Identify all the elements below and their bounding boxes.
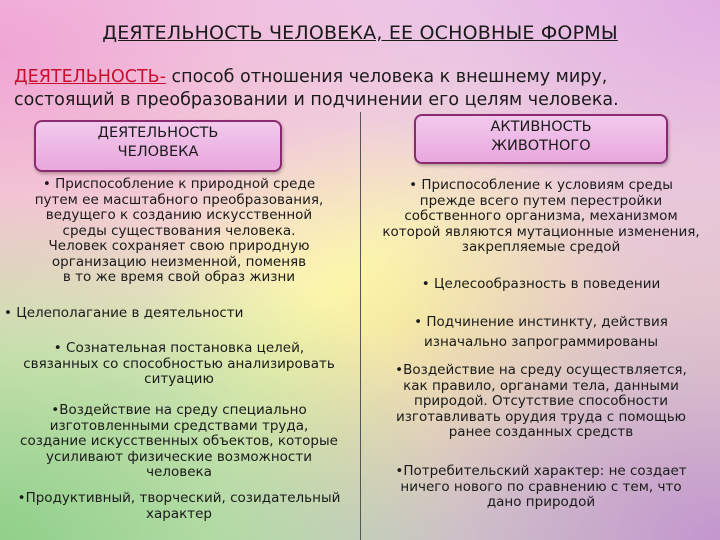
left-item-adaptation	[4, 177, 354, 286]
right-item-line: • Целесообразность в поведении	[421, 276, 661, 292]
left-item-tools	[4, 403, 354, 481]
right-item-line: как правило, органами тела, данными	[403, 377, 679, 394]
left-item-line: человека	[146, 464, 212, 480]
left-item-line: • Сознательная постановка целей,	[53, 340, 305, 356]
definition-line-2: состоящий в преобразовании и подчинении его целям человека.	[14, 90, 619, 110]
right-item-line: изначально запрограммированы	[424, 334, 658, 350]
left-item-conscious-goals	[4, 341, 354, 388]
right-item-line: •Воздействие на среду осуществляется,	[395, 362, 687, 378]
right-item-line: которой являются мутационные изменения,	[382, 223, 700, 240]
header-left-line-2: ЧЕЛОВЕКА	[117, 144, 199, 160]
right-item-line: природой. Отсутствие способности	[414, 393, 668, 409]
left-item-line: в то же время свой образ жизни	[62, 269, 296, 285]
right-item-line: • Приспособление к условиям среды	[409, 177, 673, 193]
right-item-line: изготавливать орудия труда с помощью	[395, 408, 687, 425]
right-item-line: собственного организма, механизмом	[404, 208, 678, 224]
left-item-line: ведущего к созданию искусственной	[45, 207, 313, 223]
left-item-line: путем ее масштабного преобразования,	[34, 191, 324, 208]
left-item-line: усиливают физические возможности	[46, 448, 312, 465]
header-human-activity	[34, 120, 282, 172]
slide-title: ДЕЯТЕЛЬНОСТЬ ЧЕЛОВЕКА, ЕЕ ОСНОВНЫЕ ФОРМЫ	[102, 22, 618, 44]
right-item-line: закрепляемые средой	[461, 239, 621, 255]
right-item-line: • Подчинение инстинкту, действия	[414, 314, 668, 330]
header-animal-activity	[414, 114, 668, 164]
right-item-adaptation	[366, 178, 716, 256]
right-item-line: •Потребительский характер: не создает	[395, 463, 687, 479]
left-item-line: • Целеполагание в деятельности	[4, 305, 244, 321]
left-item-goal-setting	[4, 306, 354, 322]
column-divider	[360, 112, 361, 540]
header-left-line-1: ДЕЯТЕЛЬНОСТЬ	[97, 125, 219, 141]
left-item-line: среды существования человека.	[62, 222, 296, 239]
left-item-line: Человек сохраняет свою природную	[48, 238, 310, 254]
left-item-line: создание искусственных объектов, которые	[20, 433, 338, 449]
left-item-line: •Продуктивный, творческий, созидательный	[17, 490, 341, 506]
right-item-instinct	[366, 312, 716, 352]
left-item-productive	[4, 491, 354, 522]
right-item-expedience	[366, 277, 716, 293]
right-item-line: ничего нового по сравнению с тем, что	[400, 478, 682, 495]
left-item-line: связанных со способностью анализировать	[23, 355, 335, 372]
left-item-line: изготовленными средствами труда,	[49, 417, 309, 434]
right-item-body-organs	[366, 363, 716, 441]
right-item-line: ранее созданных средств	[448, 424, 634, 440]
right-item-consumer	[366, 464, 716, 511]
left-item-line: •Воздействие на среду специально	[51, 402, 307, 418]
definition-line-1: способ отношения человека к внешнему миру,	[165, 67, 608, 87]
left-item-line: ситуацию	[144, 371, 214, 387]
header-right-line-2: ЖИВОТНОГО	[491, 138, 591, 154]
header-right-line-1: АКТИВНОСТЬ	[490, 119, 592, 135]
right-item-line: дано природой	[486, 494, 596, 510]
right-item-line: прежде всего путем перестройки	[419, 192, 663, 209]
definition	[14, 66, 714, 112]
left-item-line: • Приспособление к природной среде	[42, 176, 316, 192]
left-item-line: организацию неизменной, поменяв	[51, 253, 307, 270]
definition-term: ДЕЯТЕЛЬНОСТЬ-	[14, 67, 166, 87]
left-item-line: характер	[146, 505, 212, 522]
